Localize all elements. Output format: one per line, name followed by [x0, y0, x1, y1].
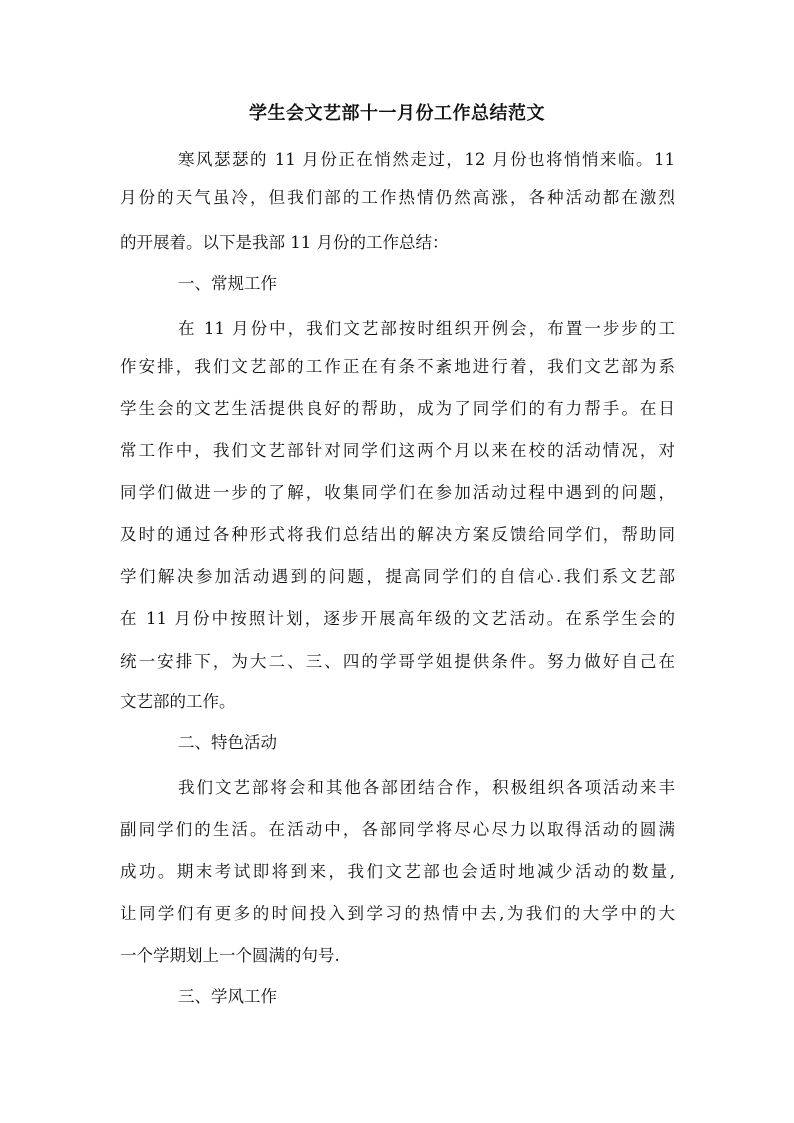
paragraph-line: 的开展着。以下是我部 11 月份的工作总结：: [120, 233, 449, 252]
paragraph-line: 月份的天气虽冷，但我们部的工作热情仍然高涨，各种活动都在激烈: [120, 188, 675, 207]
paragraph-line: 让同学们有更多的时间投入到学习的热情中去,为我们的大学中的大: [120, 904, 675, 923]
paragraph-line: 成功。期末考试即将到来，我们文艺部也会适时地减少活动的数量,: [120, 862, 675, 881]
paragraph-line: 寒风瑟瑟的 11 月份正在悄然走过，12 月份也将悄悄来临。11: [178, 150, 675, 169]
paragraph-line: 及时的通过各种形式将我们总结出的解决方案反馈给同学们，帮助同: [120, 525, 675, 544]
paragraph-line: 学们解决参加活动遇到的问题，提高同学们的自信心.我们系文艺部: [120, 567, 675, 586]
paragraph-line: 作安排，我们文艺部的工作正在有条不紊地进行着，我们文艺部为系: [120, 357, 675, 376]
paragraph-line: 副同学们的生活。在活动中，各部同学将尽心尽力以取得活动的圆满: [120, 820, 675, 839]
document-title: 学生会文艺部十一月份工作总结范文: [249, 103, 545, 124]
paragraph-line: 统一安排下，为大二、三、四的学哥学姐提供条件。努力做好自己在: [120, 652, 675, 671]
paragraph-line: 文艺部的工作。: [120, 692, 236, 711]
paragraph-line: 在 11 月份中按照计划，逐步开展高年级的文艺活动。在系学生会的: [120, 609, 675, 628]
section-heading: 一、常规工作: [178, 274, 277, 293]
paragraph-line: 常工作中，我们文艺部针对同学们这两个月以来在校的活动情况，对: [120, 441, 675, 460]
paragraph-line: 我们文艺部将会和其他各部团结合作，积极组织各项活动来丰: [178, 778, 675, 797]
paragraph-line: 学生会的文艺生活提供良好的帮助，成为了同学们的有力帮手。在日: [120, 399, 675, 418]
paragraph-line: 在 11 月份中，我们文艺部按时组织开例会，布置一步步的工: [178, 319, 675, 338]
paragraph-line: 一个学期划上一个圆满的句号.: [120, 946, 340, 965]
section-heading: 二、特色活动: [178, 733, 277, 752]
paragraph-line: 同学们做进一步的了解，收集同学们在参加活动过程中遇到的问题，: [120, 483, 675, 502]
section-heading: 三、学风工作: [178, 987, 277, 1006]
